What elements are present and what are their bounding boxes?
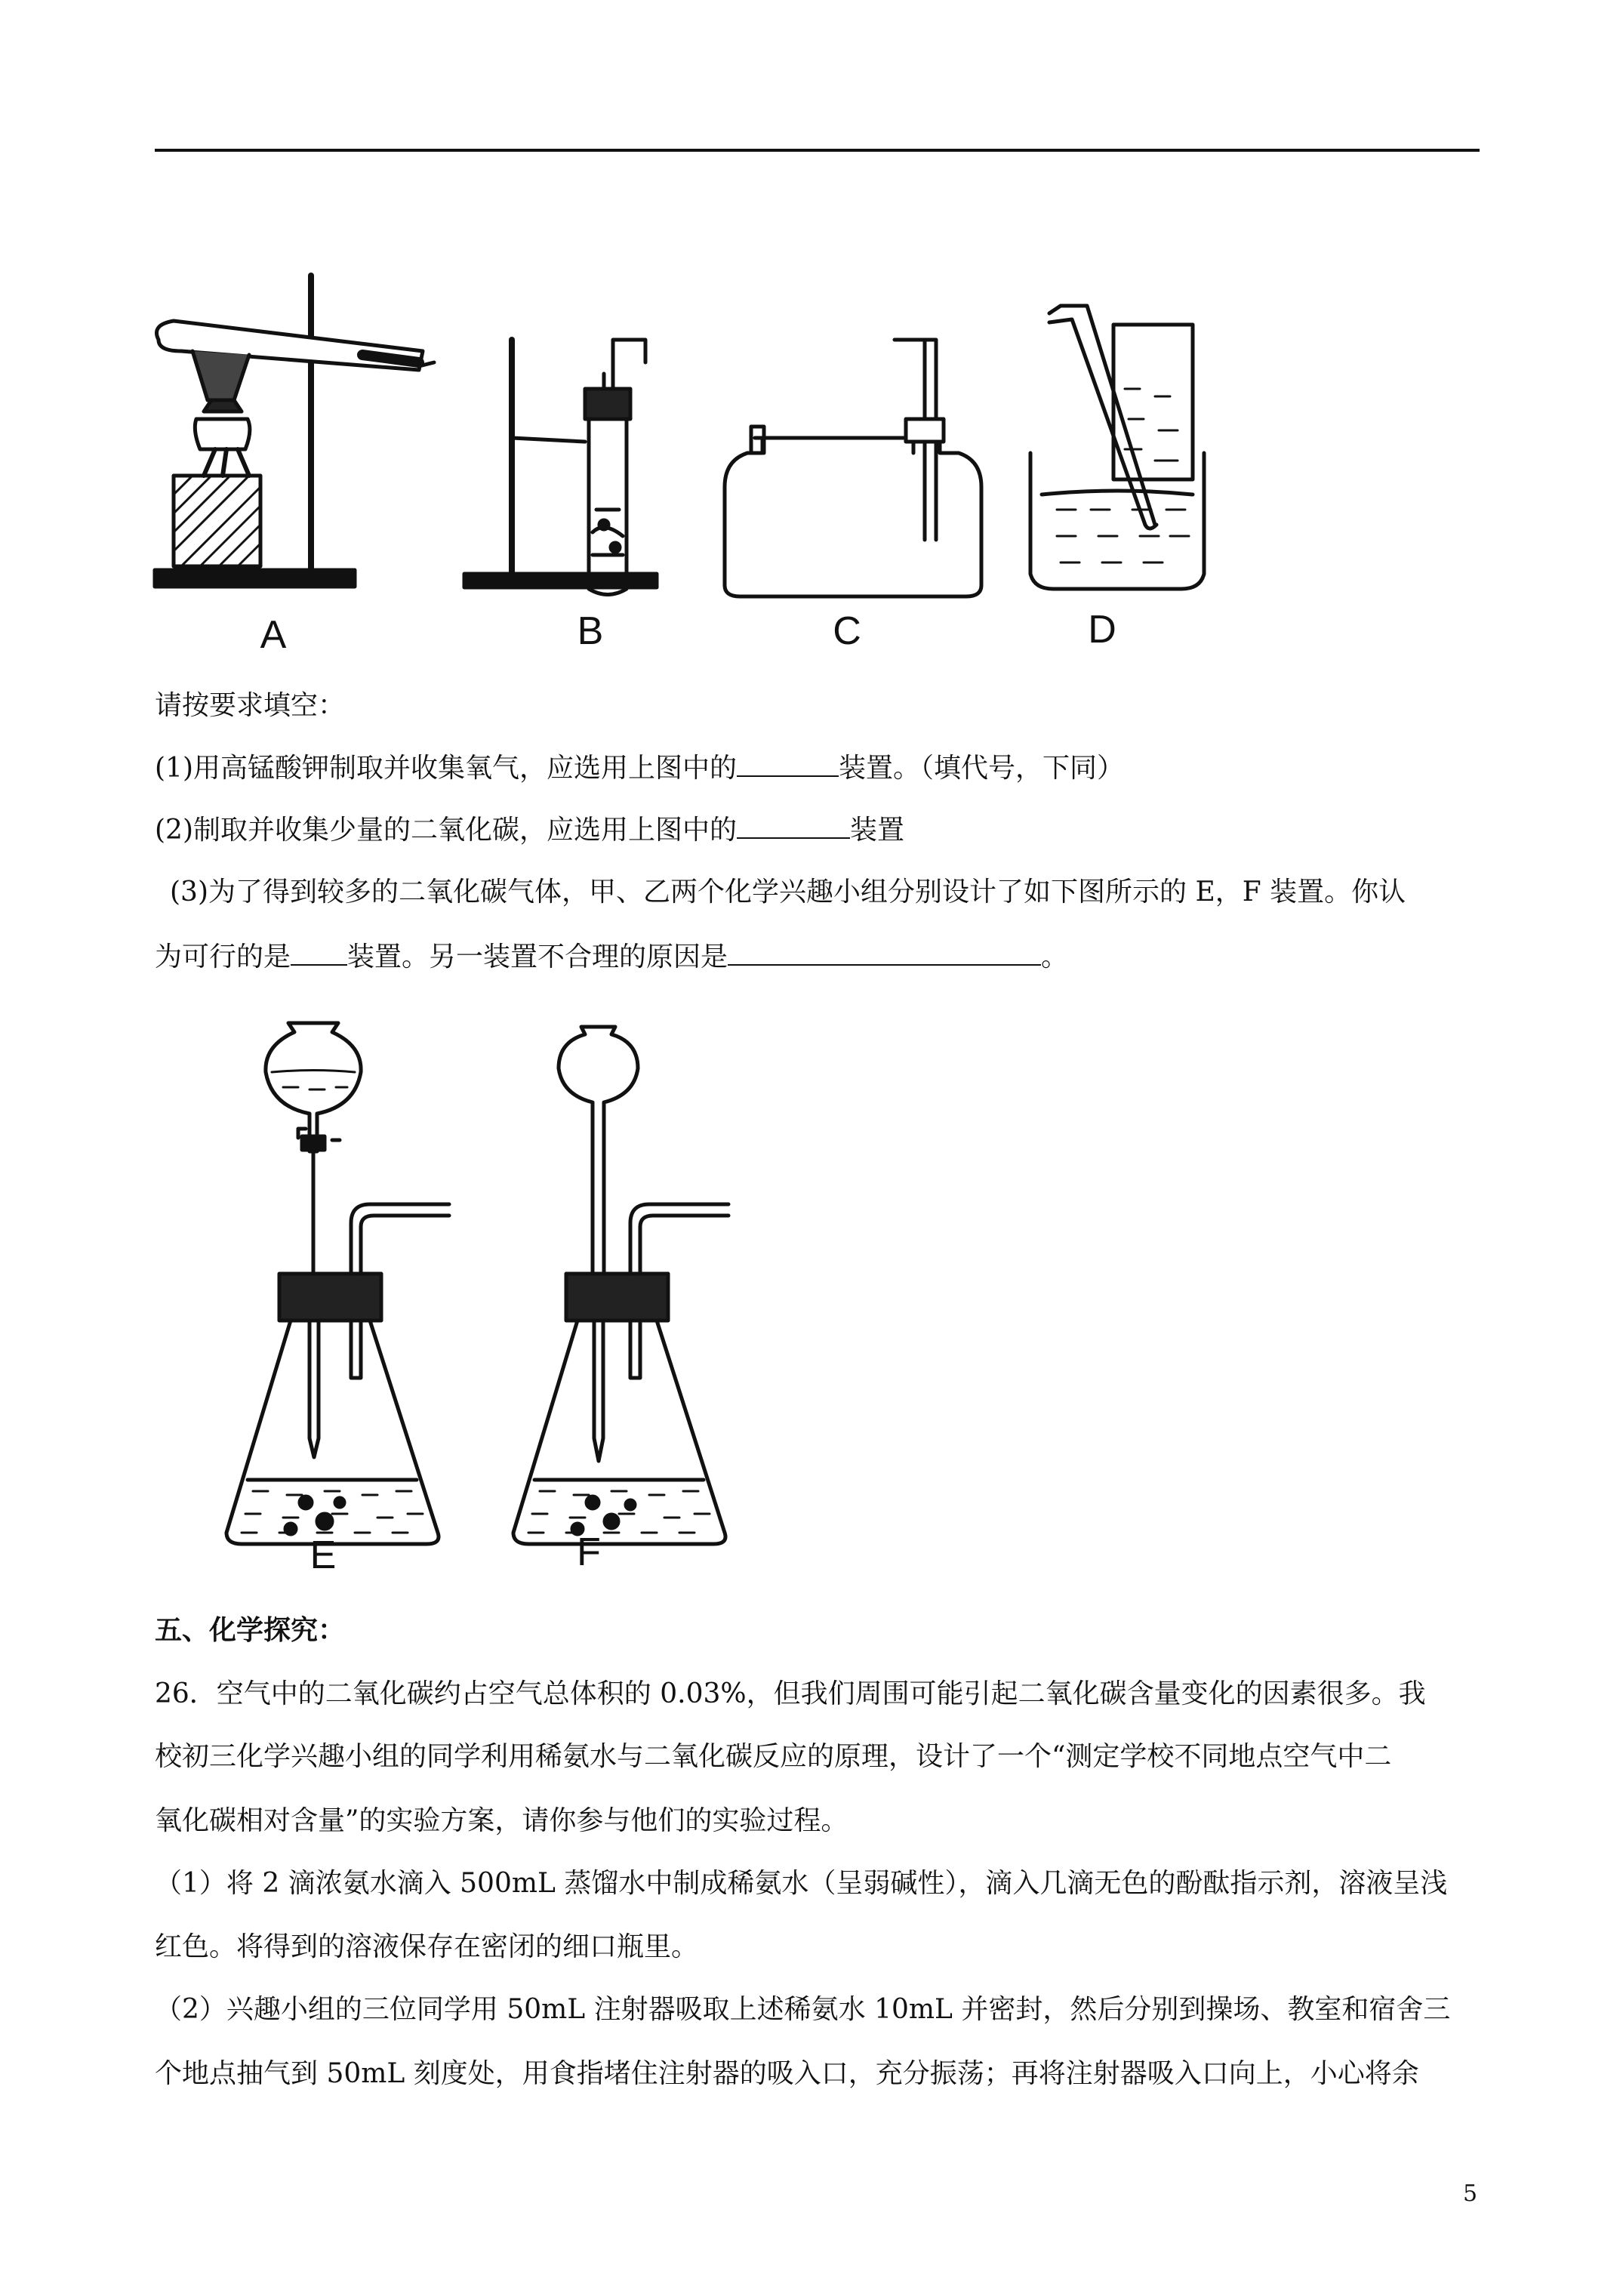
question-25-3-end: 。 xyxy=(1041,942,1069,972)
apparatus-label-e: E xyxy=(310,1533,337,1574)
question-25-2-before: (2)制取并收集少量的二氧化碳，应选用上图中的 xyxy=(155,815,737,846)
apparatus-figure-ef xyxy=(219,1000,732,1574)
apparatus-d xyxy=(1030,306,1204,589)
instruction-text: 请按要求填空： xyxy=(155,690,346,721)
apparatus-a xyxy=(155,276,434,587)
apparatus-label-d: D xyxy=(1088,608,1116,652)
question-25-1-before: (1)用高锰酸钾制取并收集氧气，应选用上图中的 xyxy=(155,753,737,784)
question-26-line1: 26．空气中的二氧化碳约占空气总体积的 0.03%，但我们周围可能引起二氧化碳含量变化的因素很多。我 xyxy=(155,1678,1426,1709)
apparatus-label-b: B xyxy=(577,609,604,653)
question-25-2 xyxy=(155,813,904,847)
apparatus-c xyxy=(725,340,981,596)
apparatus-label-a: A xyxy=(260,613,287,657)
question-26-step1-line2: 红色。将得到的溶液保存在密闭的细口瓶里。 xyxy=(155,1931,699,1962)
question-26-step1-line1: （1）将 2 滴浓氨水滴入 500mL 蒸馏水中制成稀氨水（呈弱碱性），滴入几滴无色的酚酞指示剂，溶液呈浅 xyxy=(155,1868,1448,1899)
question-25-1-after: 装置。（填代号，下同） xyxy=(839,753,1125,784)
apparatus-label-c: C xyxy=(833,609,861,653)
question-25-2-after: 装置 xyxy=(850,815,905,846)
page-number: 5 xyxy=(1463,2180,1478,2207)
answer-blank-4[interactable] xyxy=(728,940,1041,966)
question-26-step2-line1: （2）兴趣小组的三位同学用 50mL 注射器吸取上述稀氨水 10mL 并密封，然后分别到操场、教室和宿舍三 xyxy=(155,1994,1451,2025)
section-heading: 五、化学探究： xyxy=(155,1614,346,1646)
flask-f xyxy=(513,1027,728,1544)
apparatus-b xyxy=(464,340,657,595)
question-25-1 xyxy=(155,751,1124,785)
question-25-3-line1: (3)为了得到较多的二氧化碳气体，甲、乙两个化学兴趣小组分别设计了如下图所示的 E，F 装置。你认 xyxy=(170,877,1406,908)
question-26-step2-line2: 个地点抽气到 50mL 刻度处，用食指堵住注射器的吸入口，充分振荡；再将注射器吸入口向上，小心将余 xyxy=(155,2058,1419,2089)
question-25-3-line2 xyxy=(155,940,1068,974)
question-26-line3: 氧化碳相对含量”的实验方案，请你参与他们的实验过程。 xyxy=(155,1805,848,1836)
apparatus-figure-abcd xyxy=(151,268,1208,661)
question-25-3-text-a: 为可行的是 xyxy=(155,942,291,972)
header-rule xyxy=(155,149,1480,152)
question-26-line2: 校初三化学兴趣小组的同学利用稀氨水与二氧化碳反应的原理，设计了一个“测定学校不同地点空气中二 xyxy=(155,1741,1392,1772)
answer-blank-2[interactable] xyxy=(737,813,850,839)
answer-blank-3[interactable] xyxy=(291,940,347,966)
flask-e xyxy=(226,1023,449,1544)
apparatus-label-f: F xyxy=(577,1530,601,1574)
answer-blank-1[interactable] xyxy=(737,751,839,777)
question-25-3-text-b: 装置。另一装置不合理的原因是 xyxy=(347,942,728,972)
